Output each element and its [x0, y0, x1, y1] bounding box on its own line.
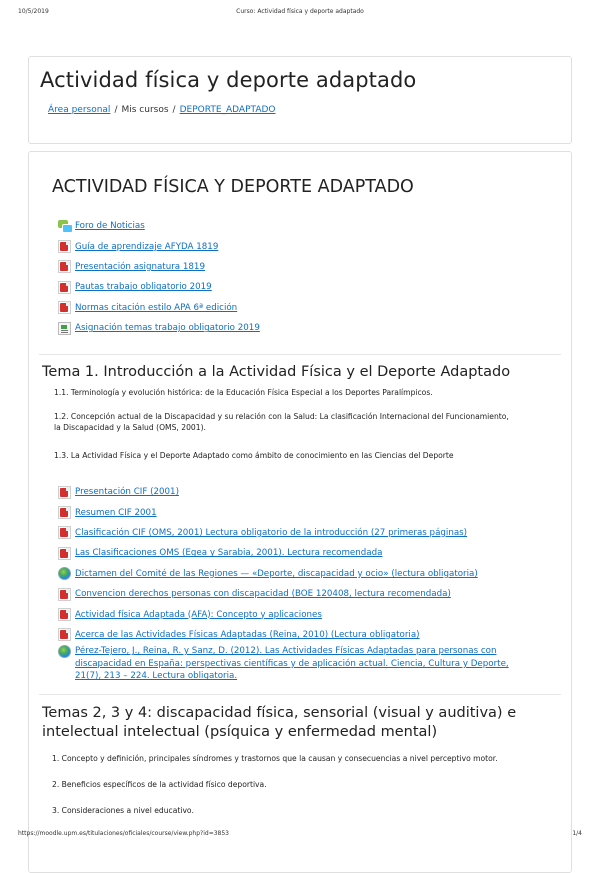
breadcrumb-separator: / [114, 105, 118, 115]
activity-foro-noticias[interactable] [58, 216, 260, 236]
activity-guia-aprendizaje[interactable] [58, 236, 260, 256]
activity-link[interactable]: Las Clasificaciones OMS (Egea y Sarabia, 2001). Lectura recomendada [75, 548, 383, 559]
course-title: ACTIVIDAD FÍSICA Y DEPORTE ADAPTADO [52, 177, 414, 197]
activity-clasificacion-cif[interactable] [58, 523, 515, 543]
print-header [18, 8, 582, 16]
section-2-point: 3. Consideraciones a nivel educativo. [52, 806, 194, 815]
activity-perez-tejero[interactable] [58, 645, 515, 682]
section-1-title: Tema 1. Introducción a la Actividad Física y el Deporte Adaptado [42, 364, 511, 380]
pdf-icon [58, 260, 71, 273]
pdf-icon [58, 628, 71, 641]
breadcrumb-course[interactable]: DEPORTE_ADAPTADO [179, 105, 276, 115]
activity-afa-concepto[interactable] [58, 604, 515, 624]
section-divider [39, 694, 561, 695]
activity-normas-apa[interactable] [58, 298, 260, 318]
activity-dictamen-comite[interactable] [58, 564, 515, 584]
activity-presentacion-asignatura[interactable] [58, 257, 260, 277]
pdf-icon [58, 526, 71, 539]
intro-activity-list [58, 216, 260, 338]
activity-link[interactable]: Presentación CIF (2001) [75, 487, 179, 498]
activity-link[interactable]: Resumen CIF 2001 [75, 507, 157, 518]
pdf-icon [58, 608, 71, 621]
section-divider [39, 354, 561, 355]
breadcrumb-area-personal[interactable]: Área personal [48, 105, 111, 115]
activity-link[interactable]: Actividad física Adaptada (AFA): Concepto y aplicaciones [75, 609, 322, 620]
print-url: https://moodle.upm.es/titulaciones/oficiales/course/view.php?id=3853 [18, 830, 229, 837]
pdf-icon [58, 588, 71, 601]
print-footer [18, 830, 582, 838]
section-1-point: 1.1. Terminología y evolución histórica: de la Educación Física Especial a los Deportes Paralímpicos. [54, 388, 433, 397]
pdf-icon [58, 301, 71, 314]
activity-link[interactable]: Guía de aprendizaje AFYDA 1819 [75, 241, 219, 252]
section-1-point: 1.2. Concepción actual de la Discapacidad y su relación con la Salud: La clasificación Internacional del Funcionamiento, la Discapacidad y la Salud (OMS, 2001). [54, 412, 509, 432]
pdf-icon [58, 506, 71, 519]
activity-link[interactable]: Asignación temas trabajo obligatorio 2019 [75, 323, 260, 334]
activity-presentacion-cif[interactable] [58, 482, 515, 502]
activity-resumen-cif[interactable] [58, 502, 515, 522]
pdf-icon [58, 281, 71, 294]
url-icon [58, 645, 71, 658]
section-2-point: 1. Concepto y definición, principales síndromes y trastornos que la causan y consecuencias a nivel perceptivo motor. [52, 754, 498, 763]
activity-asignacion-temas[interactable] [58, 318, 260, 338]
activity-link[interactable]: Foro de Noticias [75, 221, 145, 232]
activity-link[interactable]: Pautas trabajo obligatorio 2019 [75, 282, 212, 293]
page-title: Actividad física y deporte adaptado [40, 68, 417, 92]
pdf-icon [58, 240, 71, 253]
course-content [28, 151, 572, 873]
page-header [28, 56, 572, 144]
forum-icon [58, 220, 71, 233]
breadcrumb-separator: / [172, 105, 176, 115]
breadcrumb-mis-cursos: Mis cursos [121, 105, 169, 115]
print-date: 10/5/2019 [18, 8, 49, 15]
activity-link[interactable]: Clasificación CIF (OMS, 2001) Lectura obligatorio de la introducción (27 primeras páginas) [75, 527, 468, 538]
assignment-icon [58, 322, 71, 335]
activity-acerca-afa[interactable] [58, 625, 515, 645]
section-2-title: Temas 2, 3 y 4: discapacidad física, sensorial (visual y auditiva) e intelectual intelectual (psíquica y enfermedad mental) [42, 705, 517, 740]
url-icon [58, 567, 71, 580]
print-title: Curso: Actividad física y deporte adaptado [236, 8, 364, 15]
section-1-activity-list [58, 482, 515, 682]
breadcrumb [48, 105, 276, 115]
activity-link[interactable]: Normas citación estilo APA 6ª edición [75, 302, 238, 313]
pdf-icon [58, 486, 71, 499]
activity-link[interactable]: Acerca de las Actividades Físicas Adaptadas (Reina, 2010) (Lectura obligatoria) [75, 629, 420, 640]
print-page-number: 1/4 [572, 830, 582, 837]
activity-link[interactable]: Pérez-Tejero, J., Reina, R. y Sanz, D. (2012). Las Actividades Físicas Adaptadas para personas con discapacidad en España: perspectivas científicas y de aplicación actual. Ciencia, Cultura y Deporte, 21(7), 213 – 224. Lectura obligatoria. [75, 646, 509, 682]
section-1-point: 1.3. La Actividad Física y el Deporte Adaptado como ámbito de conocimiento en las Ciencias del Deporte [54, 451, 454, 460]
activity-link[interactable]: Dictamen del Comité de las Regiones — «Deporte, discapacidad y ocio» (lectura obligatoria) [75, 568, 478, 579]
activity-clasificaciones-oms[interactable] [58, 543, 515, 563]
section-2-point: 2. Beneficios específicos de la actividad físico deportiva. [52, 780, 267, 789]
activity-link[interactable]: Convencion derechos personas con discapacidad (BOE 120408, lectura recomendada) [75, 589, 451, 600]
activity-convencion-derechos[interactable] [58, 584, 515, 604]
activity-pautas-trabajo[interactable] [58, 277, 260, 297]
pdf-icon [58, 547, 71, 560]
activity-link[interactable]: Presentación asignatura 1819 [75, 261, 205, 272]
